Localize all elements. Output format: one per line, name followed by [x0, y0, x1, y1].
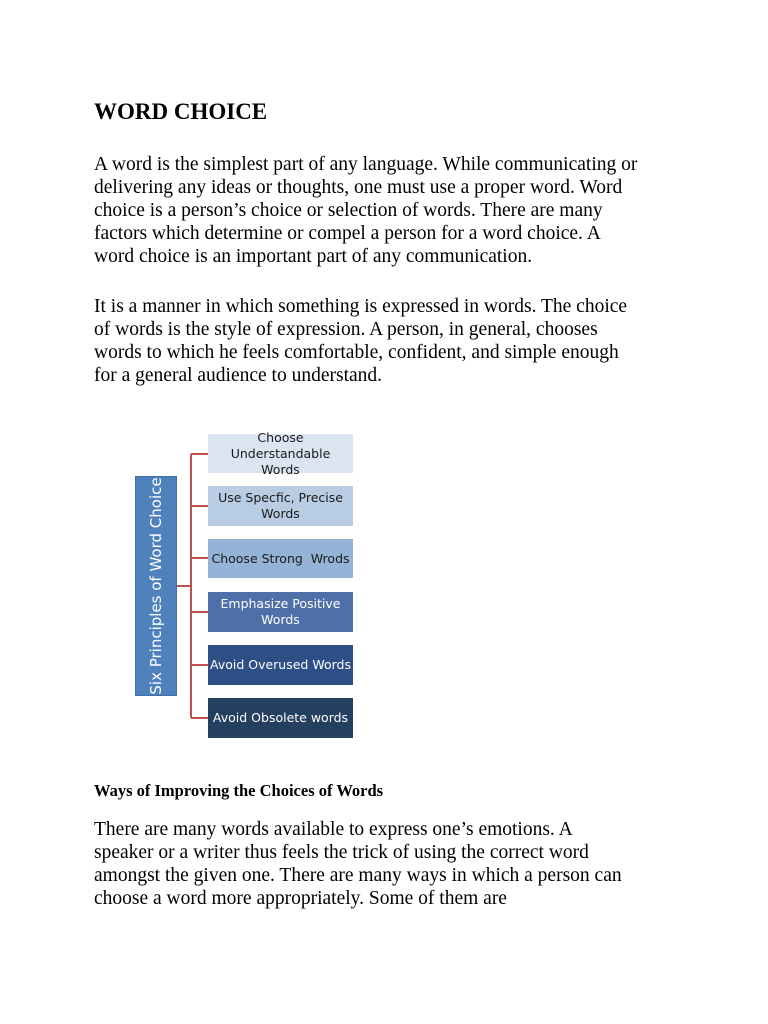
principle-box-5	[208, 645, 353, 685]
principle-box-6	[208, 698, 353, 738]
paragraph-line: word choice is an important part of any communication.	[94, 246, 533, 267]
paragraph-line: for a general audience to understand.	[94, 365, 383, 386]
diagram-root-text: Six Principles of Word Choice	[147, 477, 165, 695]
principle-line: Choose Strong Wrods	[211, 550, 350, 566]
paragraph-line: choice is a person’s choice or selection of words. There are many	[94, 200, 603, 221]
closing-paragraph	[94, 818, 694, 910]
principle-line: Avoid Obsolete words	[212, 710, 349, 725]
section-subheading: Ways of Improving the Choices of Words	[94, 781, 384, 800]
paragraph-line: speaker or a writer thus feels the trick of using the correct word	[94, 842, 589, 863]
principle-box-4	[208, 592, 353, 632]
paragraph-line: A word is the simplest part of any language. While communicating or	[94, 154, 638, 175]
paragraph-line: delivering any ideas or thoughts, one must use a proper word. Word	[94, 177, 623, 198]
paragraph-line: choose a word more appropriately. Some of them are	[94, 888, 507, 909]
paragraph-line: amongst the given one. There are many ways in which a person can	[94, 865, 622, 886]
principle-line: Words	[261, 506, 300, 521]
principle-box-1	[208, 429, 353, 477]
paragraph-line: factors which determine or compel a person for a word choice. A	[94, 223, 601, 244]
principle-line: Choose	[257, 429, 304, 445]
diagram-root-label	[135, 476, 177, 696]
principle-line: Avoid Overused Words	[210, 657, 351, 672]
principle-box-2	[208, 486, 353, 526]
principle-line: Words	[261, 612, 300, 627]
principle-line: Understandable Words	[230, 445, 331, 477]
paragraph-line: words to which he feels comfortable, confident, and simple enough	[94, 342, 619, 363]
principle-line: Emphasize Positive	[220, 596, 341, 611]
principle-line: Use Specfic, Precise	[218, 490, 343, 505]
page-title: WORD CHOICE	[94, 99, 268, 124]
paragraph-line: of words is the style of expression. A person, in general, chooses	[94, 319, 598, 340]
paragraph-line: It is a manner in which something is expressed in words. The choice	[94, 296, 628, 317]
principle-box-3	[208, 539, 353, 578]
paragraph-line: There are many words available to express one’s emotions. A	[94, 819, 573, 840]
